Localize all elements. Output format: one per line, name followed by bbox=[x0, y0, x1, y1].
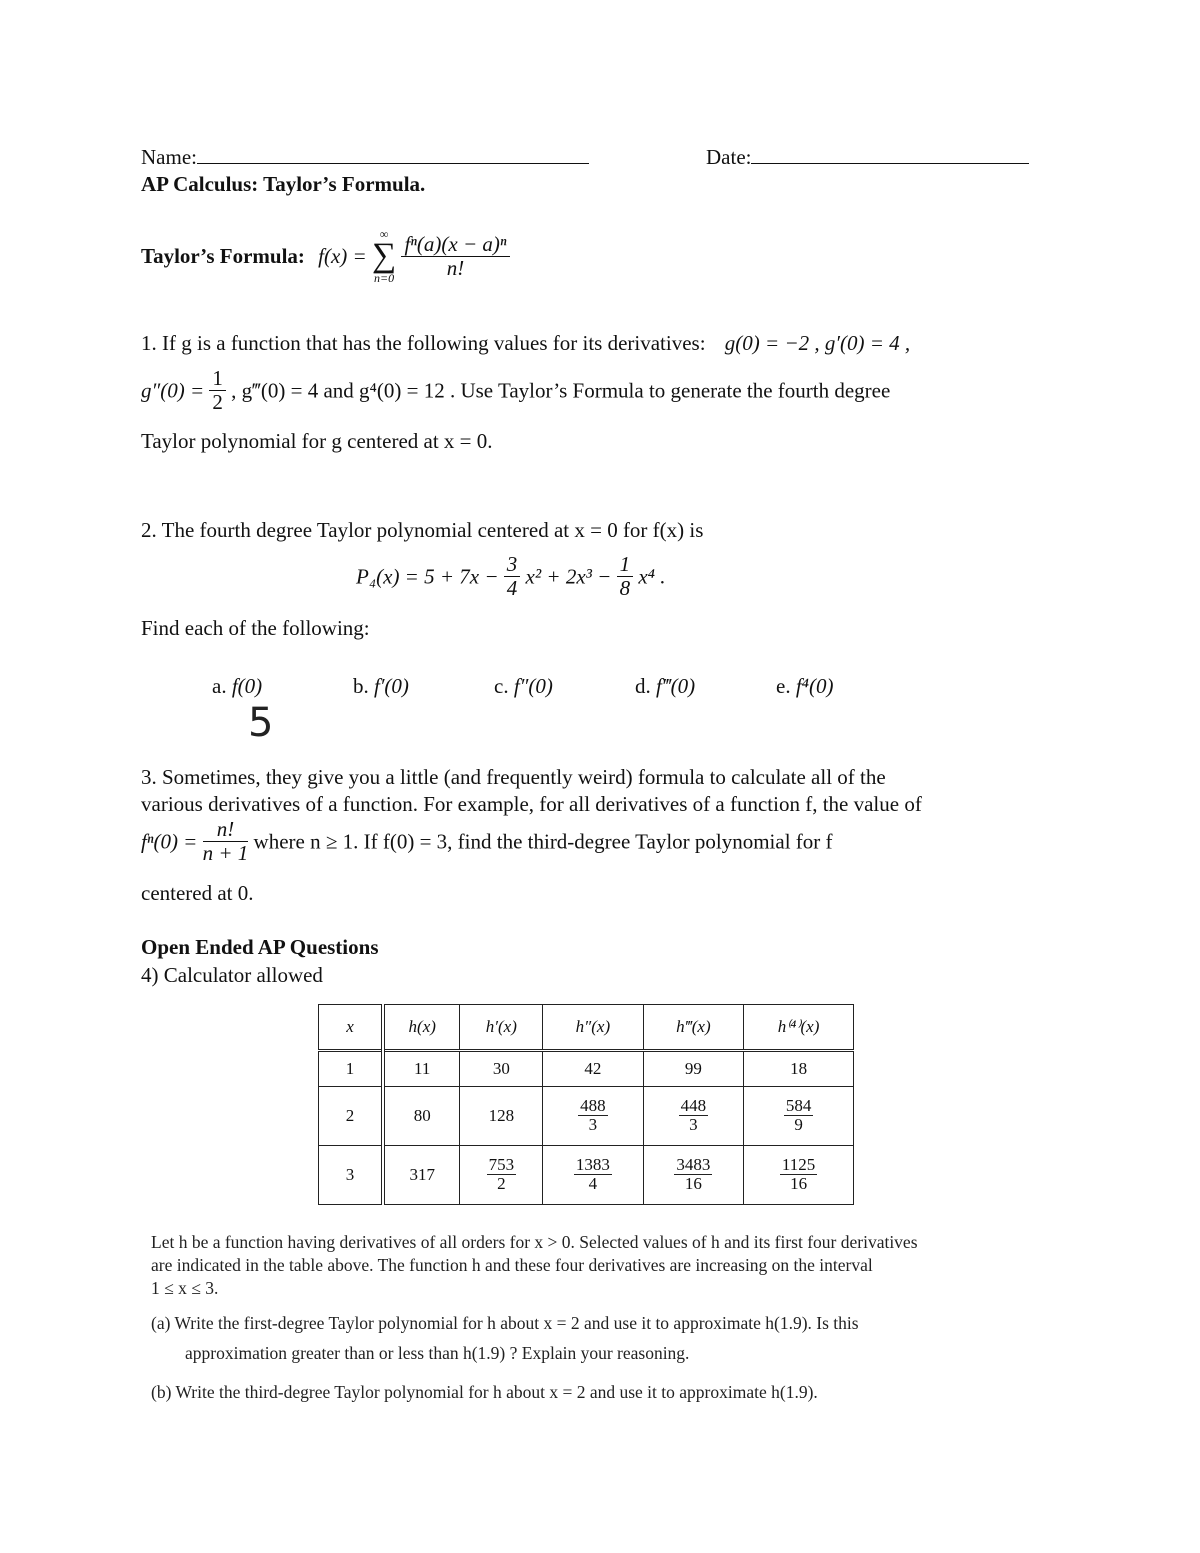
q2-polynomial: P₄(x) = 5 + 7x − $\frac{3}{4}$ x² + 2x³ − $\frac{1}{8}$ x⁴ . bbox=[356, 552, 666, 601]
date-line bbox=[706, 144, 1029, 170]
q3-fraction: $\frac{n!}{n + 1}$ bbox=[202, 817, 249, 866]
q2-part-d: d. f‴(0) bbox=[635, 674, 696, 698]
q3-line1: 3. Sometimes, they give you a little (and frequently weird) formula to calculate all of the bbox=[141, 765, 886, 789]
taylor-formula bbox=[141, 228, 510, 284]
handwritten-answer: 5 bbox=[248, 700, 274, 746]
name-label: Name: bbox=[141, 145, 197, 169]
open-ended-sub: 4) Calculator allowed bbox=[141, 963, 323, 987]
table-header-row: x h(x) h′(x) h″(x) h‴(x) h⁽⁴⁾(x) bbox=[319, 1005, 854, 1051]
table-row: 1 11 30 42 99 18 bbox=[319, 1051, 854, 1087]
q3-line4: centered at 0. bbox=[141, 881, 254, 905]
q2-part-e: e. f⁴(0) bbox=[776, 674, 834, 698]
sigma-symbol: ∞ ∑ n=0 bbox=[371, 227, 397, 286]
name-line bbox=[141, 144, 589, 170]
table-row: 2 80 128 $\frac{488}{3}$ $\frac{448}{3}$ $\frac{584}{9}$ bbox=[319, 1087, 854, 1146]
q2-part-a: a. f(0) bbox=[212, 674, 263, 698]
q2-part-c: c. f″(0) bbox=[494, 674, 553, 698]
ap-intro-line3: 1 ≤ x ≤ 3. bbox=[151, 1278, 219, 1298]
ap-intro-line1: Let h be a function having derivatives of all orders for x > 0. Selected values of h and its first four derivatives bbox=[151, 1232, 918, 1252]
ap-intro-line2: are indicated in the table above. The function h and these four derivatives are increasing on the interval bbox=[151, 1255, 873, 1275]
date-blank[interactable] bbox=[751, 145, 1029, 164]
formula-fraction: $\frac{\text{fⁿ(a)(x − a)ⁿ}}{n!}$ bbox=[401, 233, 509, 280]
q2-line1: 2. The fourth degree Taylor polynomial centered at x = 0 for f(x) is bbox=[141, 518, 704, 542]
table-row: 3 317 $\frac{753}{2}$ $\frac{1383}{4}$ $\frac{3483}{16}$ $\frac{1125}{16}$ bbox=[319, 1146, 854, 1205]
formula-lhs: f(x) = bbox=[318, 244, 367, 269]
q1-line1: 1. If g is a function that has the following values for its derivatives: g(0) = −2 , g′(0) = 4 , bbox=[141, 331, 911, 355]
page-title: AP Calculus: Taylor’s Formula. bbox=[141, 172, 426, 196]
name-blank[interactable] bbox=[197, 145, 589, 164]
formula-label: Taylor’s Formula: bbox=[141, 244, 305, 269]
date-label: Date: bbox=[706, 145, 752, 169]
q2-find-line: Find each of the following: bbox=[141, 616, 370, 640]
q2-part-b: b. f′(0) bbox=[353, 674, 409, 698]
q3-line3: fⁿ(0) = $\frac{n!}{n + 1}$ where n ≥ 1. If f(0) = 3, find the third-degree Taylor polynomial for f bbox=[141, 817, 833, 866]
q3-line2: various derivatives of a function. For example, for all derivatives of a function f, the value of bbox=[141, 792, 922, 816]
ap-part-a-line2: approximation greater than or less than h(1.9) ? Explain your reasoning. bbox=[185, 1343, 690, 1363]
q1-fraction: $\frac{1}{2}$ bbox=[209, 367, 226, 414]
ap-part-b-line1: (b) Write the third-degree Taylor polynomial for h about x = 2 and use it to approximate h(1.9). bbox=[151, 1382, 818, 1402]
open-ended-heading: Open Ended AP Questions bbox=[141, 935, 379, 959]
q1-line3: Taylor polynomial for g centered at x = 0. bbox=[141, 429, 493, 453]
ap-part-a-line1: (a) Write the first-degree Taylor polynomial for h about x = 2 and use it to approximate h(1.9). Is this bbox=[151, 1313, 859, 1333]
q1-line2: g″(0) = $\frac{1}{2}$ , g‴(0) = 4 and g⁴(0) = 12 . Use Taylor’s Formula to generate the fourth degree bbox=[141, 366, 891, 415]
derivative-table bbox=[318, 1004, 854, 1205]
